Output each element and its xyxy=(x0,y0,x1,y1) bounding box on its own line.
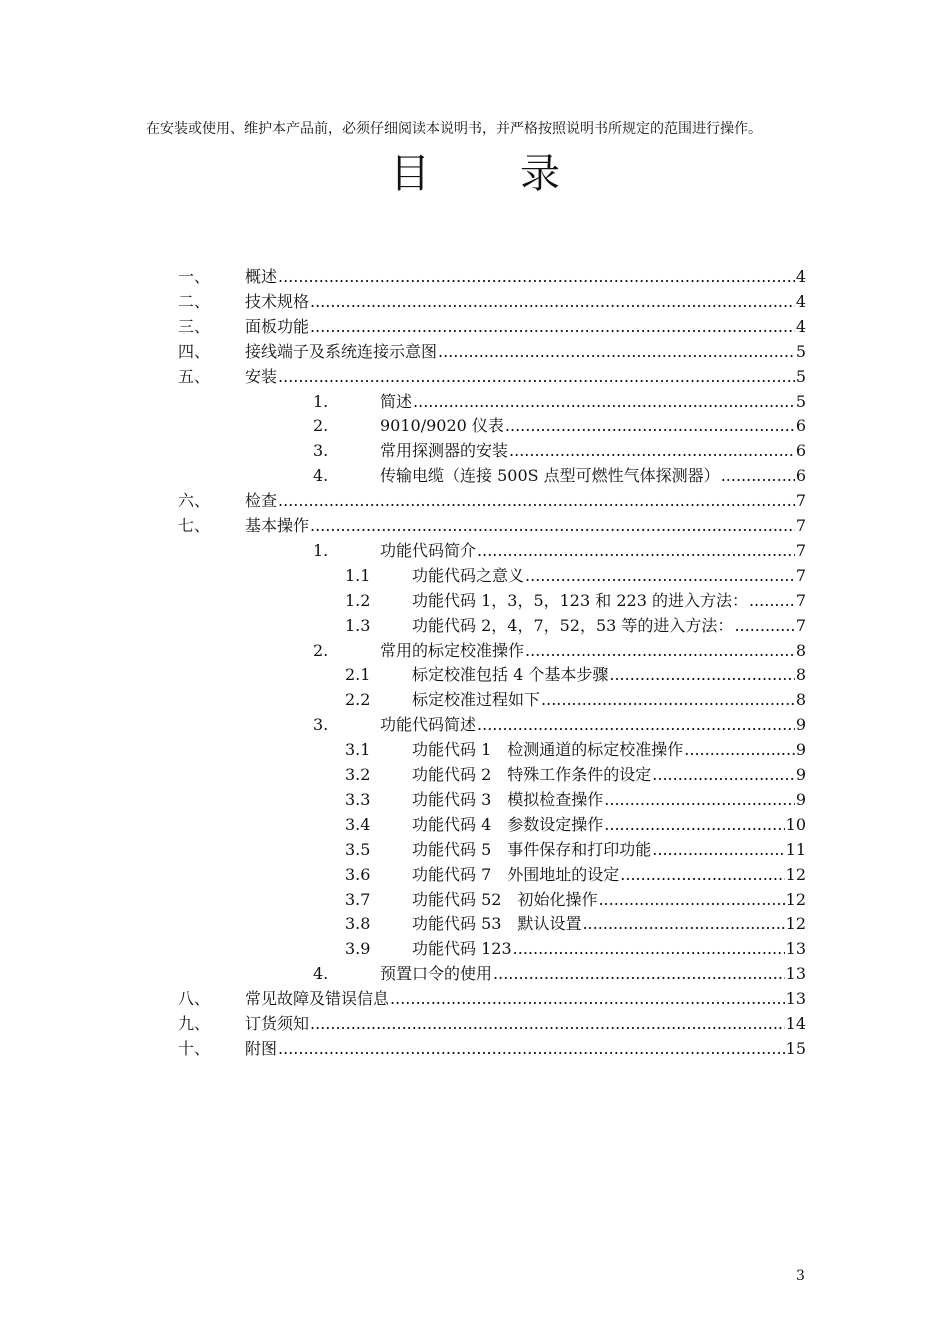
toc-entry-page: 5 xyxy=(795,341,806,361)
toc-entry[interactable] xyxy=(345,936,806,961)
toc-entry-number: 2. xyxy=(313,416,329,436)
toc-dot-leader xyxy=(438,339,795,364)
toc-entry-label: 功能代码 123 xyxy=(412,939,512,959)
toc-entry-label: 9010/9020 仪表 xyxy=(380,416,504,436)
toc-entry-label: 基本操作 xyxy=(245,516,310,535)
toc-entry-number: 1.2 xyxy=(345,590,371,610)
toc-entry[interactable] xyxy=(345,837,806,862)
toc-entry-label: 常用的标定校准操作 xyxy=(380,640,525,660)
toc-entry-label: 功能代码 1 检测通道的标定校准操作 xyxy=(412,740,684,760)
toc-dot-leader xyxy=(278,488,795,513)
toc-entry-page: 13 xyxy=(785,964,806,984)
toc-entry[interactable] xyxy=(345,588,806,613)
toc-entry[interactable] xyxy=(345,737,806,762)
toc-entry-number: 3.1 xyxy=(345,740,371,760)
toc-entry-number: 2. xyxy=(313,640,329,660)
toc-entry-page: 13 xyxy=(785,989,806,1009)
toc-entry-number: 3.8 xyxy=(345,914,371,934)
toc-entry-number: 1. xyxy=(313,391,329,411)
toc-entry[interactable] xyxy=(345,812,806,837)
toc-entry-number: 一、 xyxy=(178,267,211,286)
toc-dot-leader xyxy=(609,662,794,687)
toc-entry-page: 15 xyxy=(785,1038,806,1058)
toc-entry[interactable] xyxy=(345,762,806,787)
toc-entry[interactable] xyxy=(178,289,806,314)
toc-entry-number: 4. xyxy=(313,466,329,486)
toc-dot-leader xyxy=(525,563,795,588)
toc-dot-leader xyxy=(525,638,795,663)
toc-entry-page: 7 xyxy=(795,540,806,560)
toc-dot-leader xyxy=(310,314,795,339)
toc-dot-leader xyxy=(513,936,785,961)
toc-dot-leader xyxy=(310,289,795,314)
toc-entry-page: 5 xyxy=(795,391,806,411)
toc-entry-number: 4. xyxy=(313,964,329,984)
toc-entry-label: 检查 xyxy=(245,491,278,511)
toc-entry-number: 3.6 xyxy=(345,864,371,884)
toc-entry-number: 3.3 xyxy=(345,789,371,809)
toc-dot-leader xyxy=(477,712,795,737)
toc-dot-leader xyxy=(604,812,784,837)
toc-entry-label: 功能代码 52 初始化操作 xyxy=(412,889,598,909)
toc-entry[interactable] xyxy=(345,613,806,638)
title-char-1: 目 xyxy=(390,151,430,197)
toc-entry-page: 8 xyxy=(795,690,806,710)
toc-dot-leader xyxy=(278,264,795,289)
toc-entry-label: 接线端子及系统连接示意图 xyxy=(245,341,438,361)
toc-entry-label: 功能代码 2 特殊工作条件的设定 xyxy=(412,765,652,784)
toc-entry-page: 9 xyxy=(795,765,806,784)
toc-dot-leader xyxy=(477,538,795,563)
toc-dot-leader xyxy=(652,837,784,862)
toc-entry[interactable] xyxy=(178,513,806,538)
toc-dot-leader xyxy=(749,588,795,613)
toc-entry-label: 标定校准包括 4 个基本步骤 xyxy=(412,665,609,685)
toc-entry-page: 10 xyxy=(785,814,806,834)
toc-entry-page: 14 xyxy=(785,1014,806,1033)
toc-entry-page: 5 xyxy=(795,366,806,386)
toc-entry[interactable] xyxy=(345,887,806,912)
toc-dot-leader xyxy=(509,438,795,463)
toc-entry-label: 订货须知 xyxy=(245,1014,310,1033)
toc-dot-leader xyxy=(734,613,794,638)
toc-entry-number: 3.7 xyxy=(345,889,371,909)
toc-entry[interactable] xyxy=(178,986,806,1011)
toc-entry-page: 12 xyxy=(785,889,806,909)
toc-entry[interactable] xyxy=(345,662,806,687)
toc-entry-page: 4 xyxy=(795,267,806,286)
toc-entry-number: 3.2 xyxy=(345,765,371,784)
toc-entry[interactable] xyxy=(345,862,806,887)
toc-entry-number: 八、 xyxy=(178,989,211,1009)
toc-entry-label: 常见故障及错误信息 xyxy=(245,989,390,1009)
toc-entry-page: 7 xyxy=(795,590,806,610)
toc-entry[interactable] xyxy=(345,787,806,812)
toc-entry-label: 功能代码 4 参数设定操作 xyxy=(412,814,604,834)
toc-entry-number: 2.2 xyxy=(345,690,371,710)
toc-entry[interactable] xyxy=(345,687,806,712)
toc-entry-number: 1.1 xyxy=(345,565,371,585)
toc-entry[interactable] xyxy=(178,364,806,389)
toc-entry-label: 功能代码之意义 xyxy=(412,565,525,585)
title-char-2: 录 xyxy=(520,151,560,197)
toc-entry-label: 常用探测器的安装 xyxy=(380,441,509,461)
toc-entry[interactable] xyxy=(345,563,806,588)
toc-entry-number: 七、 xyxy=(178,516,211,535)
toc-entry-page: 8 xyxy=(795,665,806,685)
toc-entry[interactable] xyxy=(178,488,806,513)
toc-entry-number: 五、 xyxy=(178,366,211,386)
toc-dot-leader xyxy=(620,862,784,887)
toc-entry-label: 安装 xyxy=(245,366,278,386)
toc-entry[interactable] xyxy=(345,911,806,936)
toc-entry-page: 6 xyxy=(795,416,806,436)
toc-entry[interactable] xyxy=(313,438,806,463)
toc-entry-label: 功能代码 1，3，5，123 和 223 的进入方法： xyxy=(412,590,748,610)
toc-entry-label: 技术规格 xyxy=(245,291,310,311)
toc-dot-leader xyxy=(310,513,795,538)
toc-entry-number: 四、 xyxy=(178,341,211,361)
toc-entry[interactable] xyxy=(313,712,806,737)
toc-entry-page: 9 xyxy=(795,789,806,809)
toc-entry-number: 三、 xyxy=(178,316,211,336)
toc-entry-label: 功能代码简介 xyxy=(380,540,477,560)
toc-entry[interactable] xyxy=(313,538,806,563)
toc-entry-page: 9 xyxy=(795,715,806,735)
toc-entry-page: 9 xyxy=(795,740,806,760)
toc-entry-page: 6 xyxy=(795,466,806,486)
toc-dot-leader xyxy=(652,762,795,787)
toc-entry-label: 附图 xyxy=(245,1038,278,1058)
toc-dot-leader xyxy=(541,687,795,712)
toc-entry-label: 功能代码 5 事件保存和打印功能 xyxy=(412,839,652,859)
toc-entry[interactable] xyxy=(313,413,806,438)
toc-dot-leader xyxy=(278,1036,785,1061)
toc-entry-number: 3.9 xyxy=(345,939,371,959)
toc-entry-page: 8 xyxy=(795,640,806,660)
page-number: 3 xyxy=(796,1268,805,1284)
toc-entry[interactable] xyxy=(313,638,806,663)
toc-entry-label: 标定校准过程如下 xyxy=(412,690,541,710)
toc-entry[interactable] xyxy=(178,1011,806,1036)
toc-entry-page: 12 xyxy=(785,864,806,884)
toc-entry[interactable] xyxy=(178,1036,806,1061)
toc-entry-page: 13 xyxy=(785,939,806,959)
toc-entry-page: 7 xyxy=(795,565,806,585)
toc-entry-number: 1.3 xyxy=(345,615,371,635)
toc-entry-label: 面板功能 xyxy=(245,316,310,336)
toc-entry-number: 3. xyxy=(313,715,329,735)
toc-dot-leader xyxy=(505,413,795,438)
toc-entry-label: 概述 xyxy=(245,267,278,286)
toc-entry[interactable] xyxy=(313,961,806,986)
toc-entry-number: 3.5 xyxy=(345,839,371,859)
toc-entry-number: 九、 xyxy=(178,1014,211,1033)
toc-entry-page: 4 xyxy=(795,316,806,336)
toc-entry[interactable] xyxy=(178,339,806,364)
toc-entry-label: 功能代码 2，4，7，52，53 等的进入方法： xyxy=(412,615,734,635)
toc-entry-page: 7 xyxy=(795,615,806,635)
toc-entry-number: 2.1 xyxy=(345,665,371,685)
toc-entry-page: 11 xyxy=(785,839,806,859)
toc-entry-page: 4 xyxy=(795,291,806,311)
toc-entry-page: 6 xyxy=(795,441,806,461)
toc-entry-label: 预置口令的使用 xyxy=(380,964,493,984)
toc-entry[interactable] xyxy=(178,264,806,289)
toc-dot-leader xyxy=(721,463,795,488)
toc-entry[interactable] xyxy=(313,463,806,488)
toc-dot-leader xyxy=(598,887,784,912)
toc-dot-leader xyxy=(413,389,795,414)
toc-dot-leader xyxy=(493,961,785,986)
toc-dot-leader xyxy=(582,911,784,936)
toc-entry-number: 十、 xyxy=(178,1038,211,1058)
toc-dot-leader xyxy=(684,737,795,762)
toc-dot-leader xyxy=(310,1011,785,1036)
toc-entry-page: 7 xyxy=(795,491,806,511)
toc-entry-label: 功能代码 53 默认设置 xyxy=(412,914,582,934)
toc-entry-label: 传输电缆（连接 500S 点型可燃性气体探测器） xyxy=(380,466,720,486)
toc-entry-number: 1. xyxy=(313,540,329,560)
toc-dot-leader xyxy=(390,986,785,1011)
toc-entry-label: 功能代码 7 外围地址的设定 xyxy=(412,864,620,884)
toc-entry-page: 7 xyxy=(795,516,806,535)
notice-text: 在安装或使用、维护本产品前，必须仔细阅读本说明书，并严格按照说明书所规定的范围进行操作。 xyxy=(146,121,762,137)
toc-entry-label: 功能代码 3 模拟检查操作 xyxy=(412,789,604,809)
toc-entry-page: 12 xyxy=(785,914,806,934)
toc-entry[interactable] xyxy=(313,389,806,414)
toc-entry[interactable] xyxy=(178,314,806,339)
toc-entry-number: 二、 xyxy=(178,291,211,311)
toc-dot-leader xyxy=(604,787,795,812)
toc-entry-label: 功能代码简述 xyxy=(380,715,477,735)
toc-entry-number: 3.4 xyxy=(345,814,371,834)
toc-entry-number: 六、 xyxy=(178,491,211,511)
toc-entry-number: 3. xyxy=(313,441,329,461)
toc-dot-leader xyxy=(278,364,795,389)
toc-entry-label: 简述 xyxy=(380,391,413,411)
